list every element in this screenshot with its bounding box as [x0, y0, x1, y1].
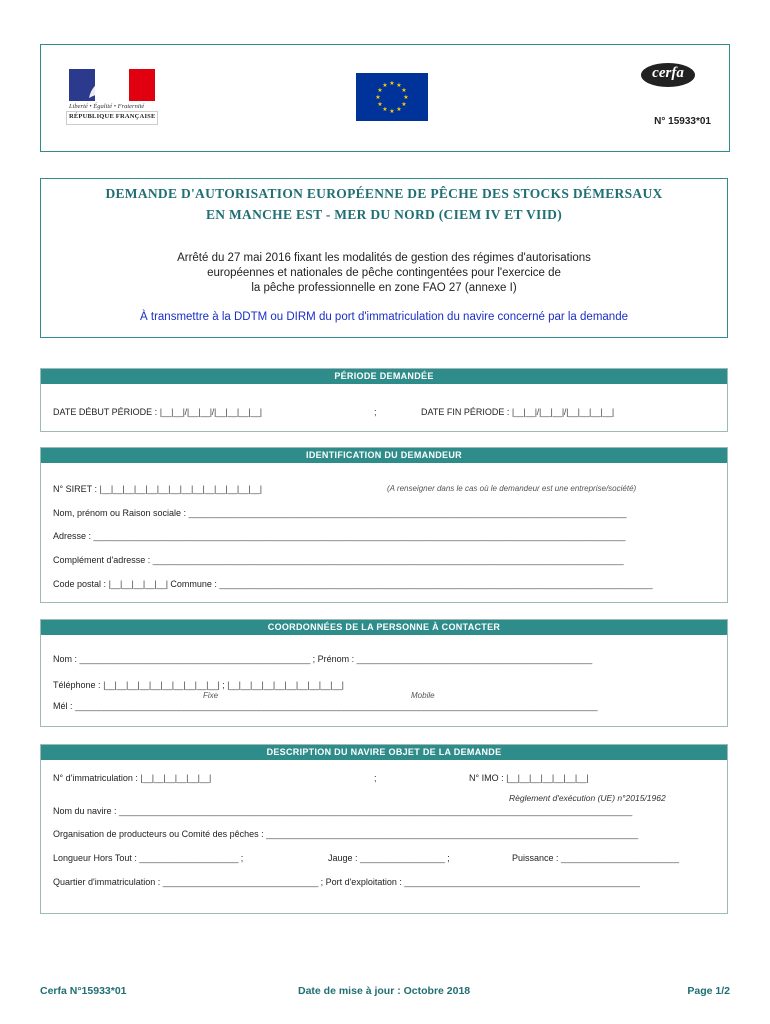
date-end-row: [421, 407, 614, 417]
date-start-label: DATE DÉBUT PÉRIODE :: [53, 407, 158, 417]
arrete-line1: Arrêté du 27 mai 2016 fixant les modalités de gestion des régimes d'autorisations: [177, 252, 591, 264]
svg-text:★: ★: [377, 101, 383, 108]
vessel-name-row: [53, 806, 632, 816]
arrete-text: [41, 251, 727, 296]
republic-name: RÉPUBLIQUE FRANÇAISE: [69, 113, 156, 120]
header-box: [40, 44, 730, 152]
date-end-field[interactable]: |__|__|/|__|__|/|__|__|__|__|: [511, 407, 614, 417]
email-label: Mél :: [53, 701, 73, 711]
tonnage-field[interactable]: __________________: [360, 853, 445, 863]
vessel-name-field[interactable]: _____________________________________________________________________________________________________________: [119, 806, 632, 816]
siret-field[interactable]: |__|__|__|__|__|__|__|__|__|__|__|__|__|__|: [99, 484, 262, 494]
email-row: [53, 701, 597, 711]
registration-separator: ;: [374, 773, 377, 783]
section-heading: DESCRIPTION DU NAVIRE OBJET DE LA DEMANDE: [41, 745, 727, 760]
contact-firstname-field[interactable]: __________________________________________________: [356, 654, 592, 664]
imo-row: [469, 773, 588, 783]
phone-label: Téléphone :: [53, 680, 101, 690]
producer-org-field[interactable]: _______________________________________________________________________________: [266, 829, 638, 839]
producer-org-row: [53, 829, 638, 839]
siret-label: N° SIRET :: [53, 484, 97, 494]
svg-text:★: ★: [382, 82, 388, 89]
republic-motto: Liberté • Égalité • Fraternité: [69, 103, 145, 110]
length-separator: ;: [240, 853, 244, 863]
svg-text:★: ★: [382, 106, 388, 113]
power-row: [512, 853, 679, 863]
section-contact: [40, 619, 728, 727]
period-separator: ;: [374, 407, 377, 417]
imo-field[interactable]: |__|__|__|__|__|__|__|: [506, 773, 589, 783]
port-label: ; Port d'exploitation :: [320, 877, 402, 887]
phone-separator: ;: [222, 680, 225, 690]
address-complement-label: Complément d'adresse :: [53, 555, 151, 565]
form-title-line1: DEMANDE D'AUTORISATION EUROPÉENNE DE PÊCHE DES STOCKS DÉMERSAUX: [105, 186, 663, 201]
imo-label: N° IMO :: [469, 773, 504, 783]
cerfa-number: N° 15933*01: [654, 116, 711, 127]
postal-row: [53, 579, 652, 589]
power-field[interactable]: _________________________: [561, 853, 679, 863]
footer-update-date: Date de mise à jour : Octobre 2018: [298, 985, 471, 997]
phone-row: [53, 680, 344, 690]
svg-text:★: ★: [389, 80, 395, 87]
vessel-name-label: Nom du navire :: [53, 806, 117, 816]
eu-flag-icon: [356, 73, 428, 121]
phone-mobile-caption: Mobile: [411, 691, 435, 700]
quarter-field[interactable]: _________________________________: [162, 877, 319, 887]
svg-text:★: ★: [396, 82, 402, 89]
power-label: Puissance :: [512, 853, 559, 863]
contact-name-field[interactable]: _________________________________________________: [79, 654, 311, 664]
registration-row: [53, 773, 211, 783]
cerfa-logo-text: cerfa: [652, 65, 684, 81]
producer-org-label: Organisation de producteurs ou Comité des pêches :: [53, 829, 264, 839]
siret-row: [53, 484, 262, 494]
siret-note: (A renseigner dans le cas où le demandeur est une entreprise/société): [387, 484, 637, 493]
form-title-line2: EN MANCHE EST - MER DU NORD (CIEM IV ET VIID): [205, 207, 563, 222]
footer-cerfa-ref: Cerfa N°15933*01: [40, 985, 127, 997]
postal-field[interactable]: |__|__|__|__|__|: [108, 579, 168, 589]
address-field[interactable]: _________________________________________________________________________________________________________________: [93, 531, 626, 541]
footer-page-number: Page 1/2: [687, 985, 730, 997]
commune-label: Commune :: [170, 579, 217, 589]
svg-text:★: ★: [401, 101, 407, 108]
length-row: [53, 853, 243, 863]
tonnage-row: [328, 853, 450, 863]
title-box: [40, 178, 728, 338]
arrete-line3: la pêche professionnelle en zone FAO 27 (annexe I): [251, 282, 517, 294]
contact-name-label: Nom :: [53, 654, 78, 664]
section-navire: [40, 744, 728, 914]
address-complement-row: [53, 555, 623, 565]
tonnage-label: Jauge :: [328, 853, 358, 863]
date-start-field[interactable]: |__|__|/|__|__|/|__|__|__|__|: [159, 407, 262, 417]
marianne-logo: [66, 65, 158, 131]
name-row: [53, 508, 626, 518]
port-field[interactable]: __________________________________________________: [404, 877, 640, 887]
phone-fixed-field[interactable]: |__|__|__|__|__|__|__|__|__|__|: [103, 680, 220, 690]
name-label: Nom, prénom ou Raison sociale :: [53, 508, 187, 518]
commune-field[interactable]: ____________________________________________________________________________________________: [219, 579, 653, 589]
address-label: Adresse :: [53, 531, 92, 541]
date-start-row: [53, 407, 262, 417]
section-heading: COORDONNÉES DE LA PERSONNE À CONTACTER: [41, 620, 727, 635]
quarter-label: Quartier d'immatriculation :: [53, 877, 161, 887]
name-field[interactable]: _____________________________________________________________________________________________: [188, 508, 627, 518]
phone-mobile-field[interactable]: |__|__|__|__|__|__|__|__|__|__|: [227, 680, 344, 690]
phone-fixed-caption: Fixe: [203, 691, 219, 700]
email-field[interactable]: _______________________________________________________________________________________________________________: [75, 701, 598, 711]
registration-field[interactable]: |__|__|__|__|__|__|: [140, 773, 212, 783]
arrete-line2: européennes et nationales de pêche contingentées pour l'exercice de: [207, 267, 561, 279]
contact-firstname-label: ; Prénom :: [312, 654, 355, 664]
svg-text:★: ★: [377, 87, 383, 94]
french-flag-icon: [69, 69, 155, 101]
postal-label: Code postal :: [53, 579, 107, 589]
section-heading: PÉRIODE DEMANDÉE: [41, 369, 727, 384]
address-complement-field[interactable]: ____________________________________________________________________________________________________: [152, 555, 624, 565]
regulation-note: Règlement d'exécution (UE) n°2015/1962: [509, 793, 666, 803]
section-demandeur: [40, 447, 728, 603]
address-row: [53, 531, 625, 541]
quarter-row: [53, 877, 640, 887]
svg-text:★: ★: [396, 106, 402, 113]
length-label: Longueur Hors Tout :: [53, 853, 137, 863]
svg-text:★: ★: [403, 94, 409, 101]
date-end-label: DATE FIN PÉRIODE :: [421, 407, 510, 417]
svg-text:★: ★: [375, 94, 381, 101]
cerfa-logo: [639, 61, 697, 89]
contact-name-row: [53, 654, 592, 664]
section-heading: IDENTIFICATION DU DEMANDEUR: [41, 448, 727, 463]
section-periode: [40, 368, 728, 432]
svg-text:★: ★: [389, 108, 395, 115]
length-field[interactable]: _____________________: [139, 853, 239, 863]
tonnage-separator: ;: [447, 853, 450, 863]
transmit-instruction: À transmettre à la DDTM ou DIRM du port d'immatriculation du navire concerné par la demande: [140, 311, 628, 323]
registration-label: N° d'immatriculation :: [53, 773, 138, 783]
svg-text:★: ★: [401, 87, 407, 94]
